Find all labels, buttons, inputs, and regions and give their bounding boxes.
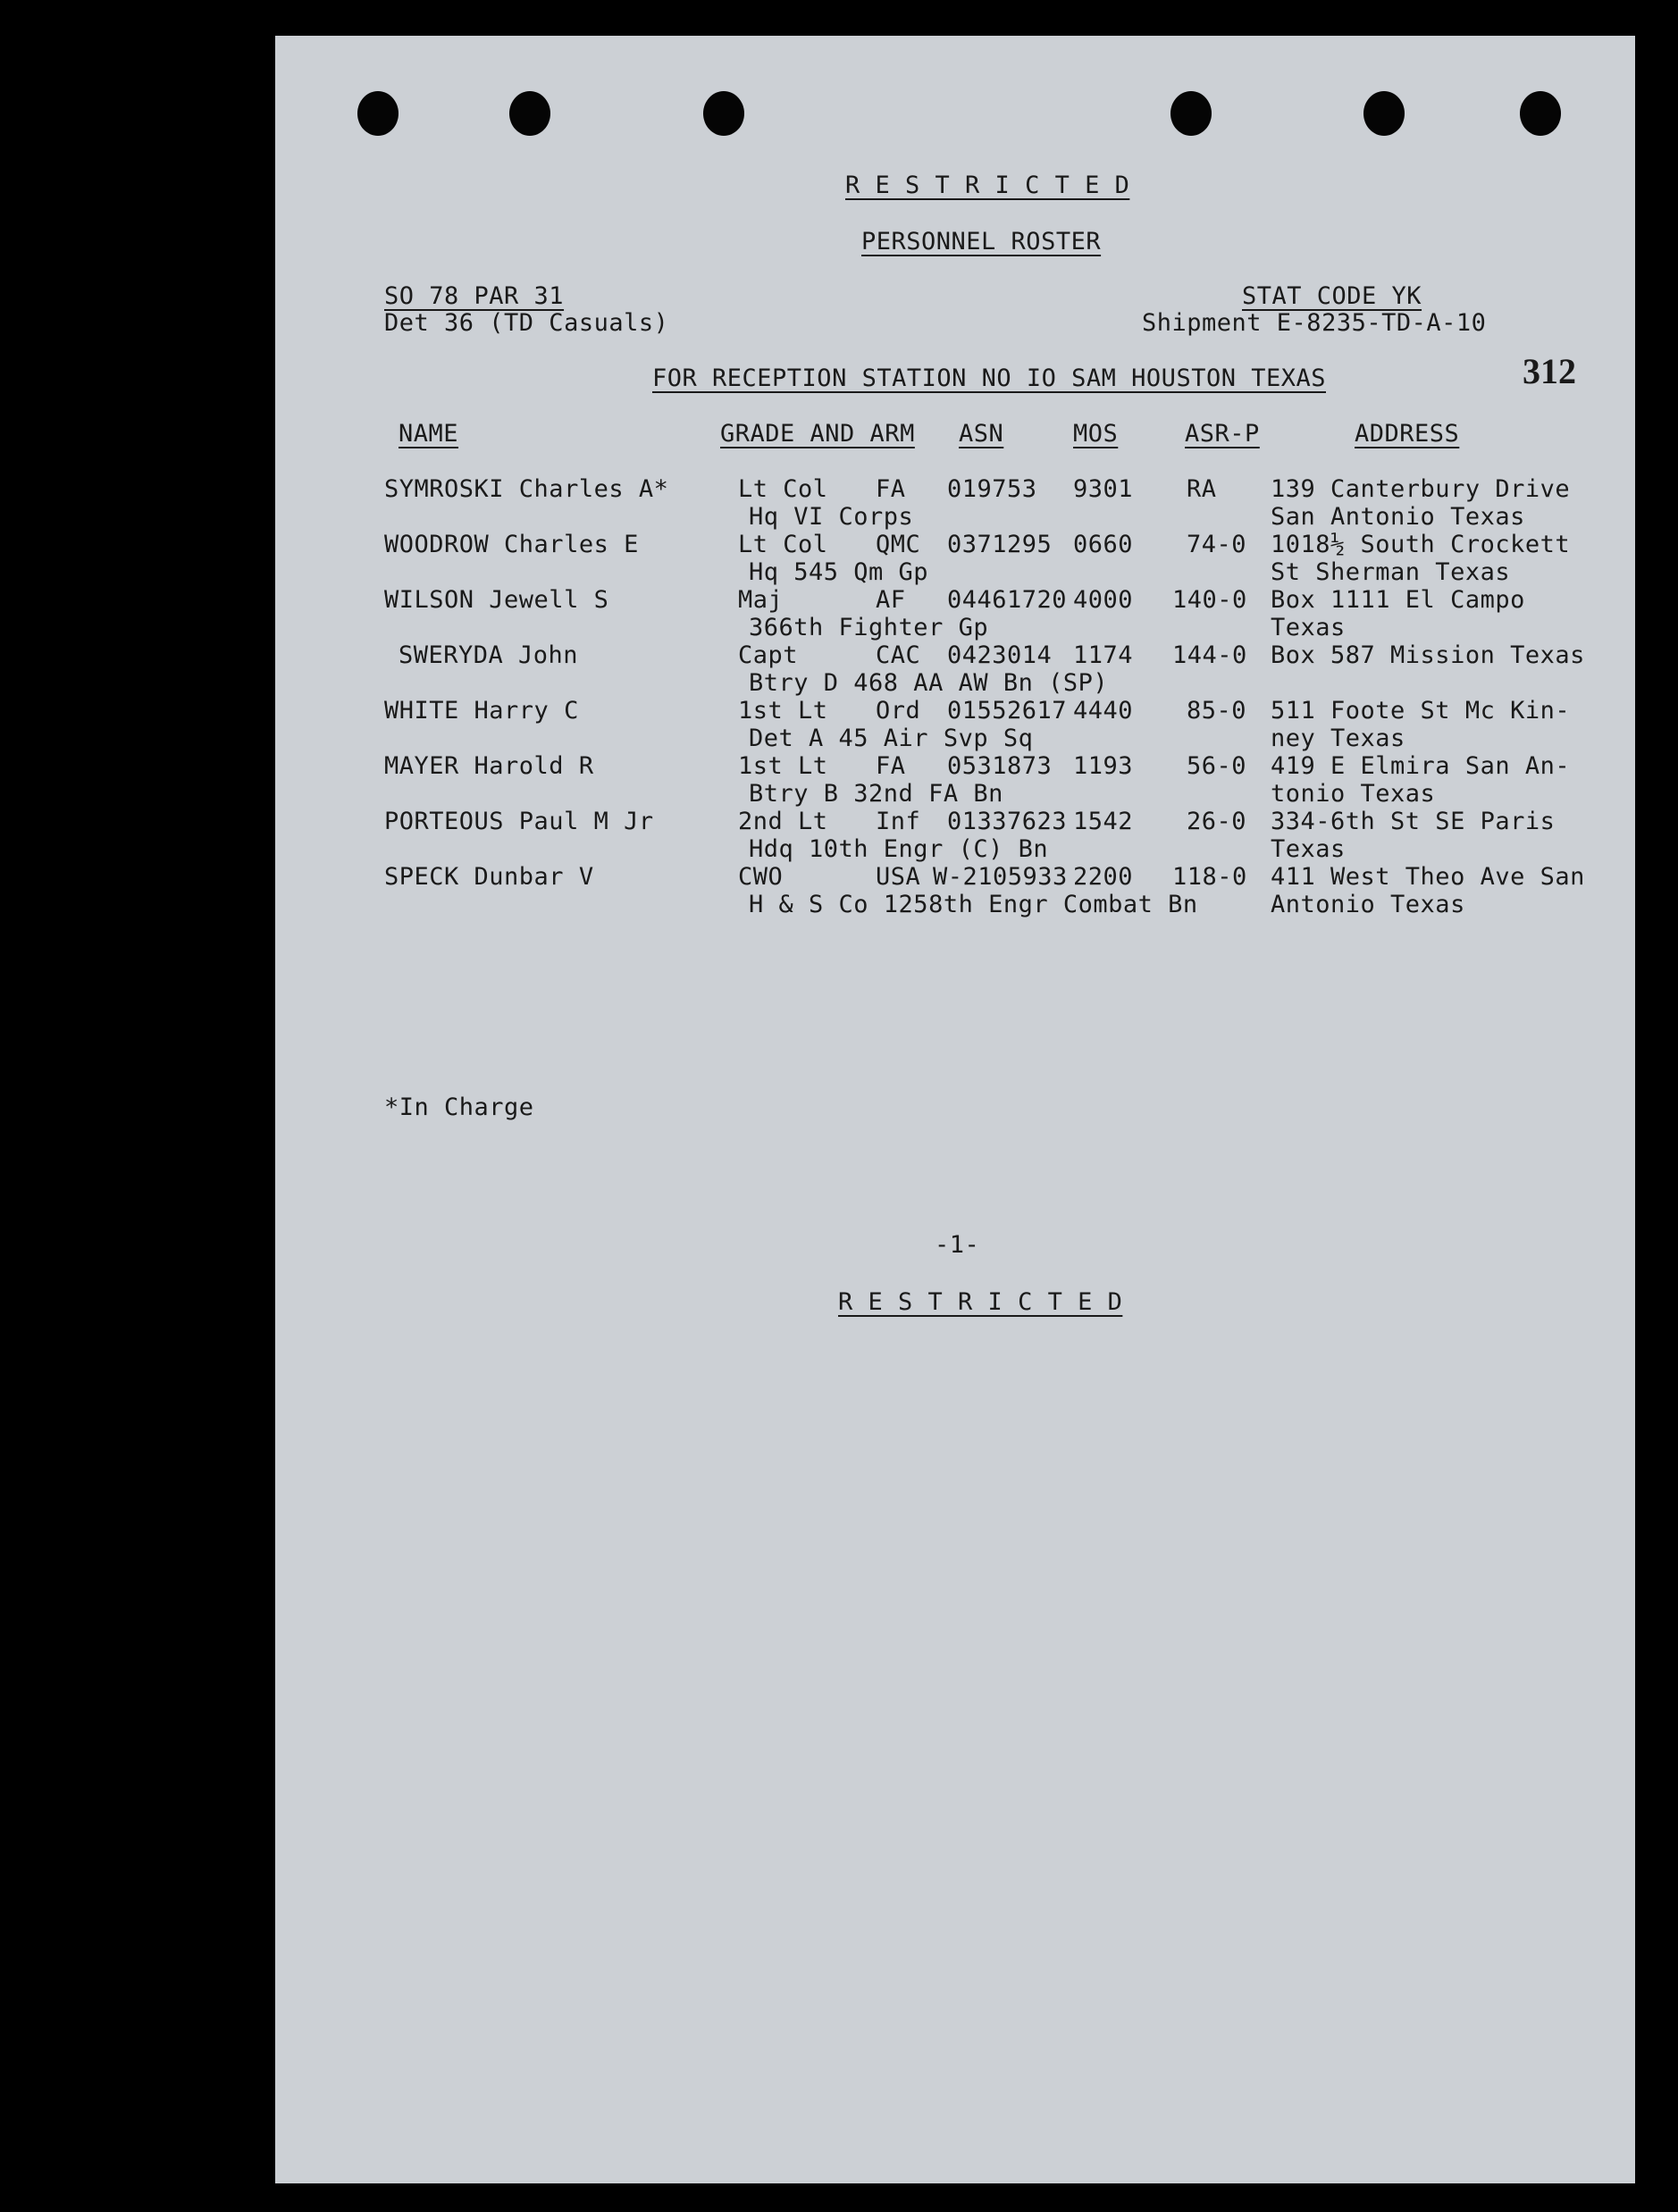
roster-arm: Ord: [876, 697, 921, 725]
roster-address-line1: 139 Canterbury Drive: [1271, 475, 1571, 503]
roster-address-line1: 511 Foote St Mc Kin-: [1271, 697, 1571, 725]
roster-address-line2: San Antonio Texas: [1271, 503, 1525, 531]
roster-grade: Lt Col: [738, 475, 828, 503]
roster-address-line1: 419 E Elmira San An-: [1271, 752, 1571, 780]
classification-footer: R E S T R I C T E D: [838, 1288, 1123, 1316]
roster-unit: Btry D 468 AA AW Bn (SP): [749, 669, 1109, 697]
roster-mos: 1193: [1073, 752, 1134, 780]
page-number: -1-: [935, 1231, 980, 1259]
roster-unit: H & S Co 1258th Engr Combat Bn: [749, 891, 1198, 918]
col-header-mos: MOS: [1073, 420, 1119, 448]
roster-mos: 1542: [1073, 808, 1134, 835]
roster-mos: 4440: [1073, 697, 1134, 725]
roster-address-line2: tonio Texas: [1271, 780, 1436, 808]
roster-arm: FA: [876, 752, 906, 780]
detachment: Det 36 (TD Casuals): [384, 309, 669, 337]
roster-grade: Capt: [738, 641, 799, 669]
roster-row: [275, 531, 1635, 586]
roster-row: [275, 808, 1635, 863]
roster-asn: W-2105933: [933, 863, 1068, 891]
punch-hole: [703, 91, 744, 136]
roster-asr: 85-0: [1187, 697, 1247, 725]
roster-address-line2: Texas: [1271, 614, 1346, 641]
roster-asn: 019753: [947, 475, 1037, 503]
destination-line: FOR RECEPTION STATION NO IO SAM HOUSTON TEXAS: [652, 364, 1326, 392]
col-header-address: ADDRESS: [1355, 420, 1460, 448]
roster-asr: 26-0: [1187, 808, 1247, 835]
roster-mos: 4000: [1073, 586, 1134, 614]
roster-unit: Hq 545 Qm Gp: [749, 558, 929, 586]
roster-name: WOODROW Charles E: [384, 531, 639, 558]
roster-name: WHITE Harry C: [384, 697, 579, 725]
shipment-number: Shipment E-8235-TD-A-10: [1142, 309, 1487, 337]
col-header-name: NAME: [399, 420, 459, 448]
roster-asn: 0423014: [947, 641, 1053, 669]
roster-unit: Hq VI Corps: [749, 503, 914, 531]
document-title: PERSONNEL ROSTER: [861, 228, 1102, 256]
col-header-asr: ASR-P: [1185, 420, 1260, 448]
document-page: [275, 36, 1635, 2183]
special-order: SO 78 PAR 31: [384, 282, 565, 310]
roster-address-line1: 1018½ South Crockett: [1271, 531, 1571, 558]
roster-address-line2: Antonio Texas: [1271, 891, 1465, 918]
roster-grade: 1st Lt: [738, 697, 828, 725]
roster-asn: 01337623: [947, 808, 1068, 835]
roster-asr: 74-0: [1187, 531, 1247, 558]
roster-address-line1: Box 1111 El Campo: [1271, 586, 1525, 614]
stat-code: STAT CODE YK: [1242, 282, 1422, 310]
classification-header: R E S T R I C T E D: [845, 172, 1130, 199]
punch-hole: [357, 91, 399, 136]
roster-row: [275, 475, 1635, 531]
roster-asr: 56-0: [1187, 752, 1247, 780]
roster-arm: FA: [876, 475, 906, 503]
roster-name: PORTEOUS Paul M Jr: [384, 808, 654, 835]
punch-hole: [509, 91, 550, 136]
roster-unit: Hdq 10th Engr (C) Bn: [749, 835, 1049, 863]
roster-arm: Inf: [876, 808, 921, 835]
roster-unit: Det A 45 Air Svp Sq: [749, 725, 1034, 752]
roster-asr: 140-0: [1172, 586, 1247, 614]
roster-unit: 366th Fighter Gp: [749, 614, 989, 641]
roster-grade: Maj: [738, 586, 784, 614]
roster-arm: QMC: [876, 531, 921, 558]
roster-mos: 1174: [1073, 641, 1134, 669]
roster-asr: 118-0: [1172, 863, 1247, 891]
roster-name: WILSON Jewell S: [384, 586, 609, 614]
punch-hole: [1170, 91, 1212, 136]
roster-asr: 144-0: [1172, 641, 1247, 669]
punch-hole: [1363, 91, 1405, 136]
roster-arm: USA: [876, 863, 921, 891]
roster-address-line2: ney Texas: [1271, 725, 1405, 752]
roster-mos: 0660: [1073, 531, 1134, 558]
footnote: *In Charge: [384, 1093, 534, 1121]
roster-address-line1: Box 587 Mission Texas: [1271, 641, 1585, 669]
roster-address-line1: 334-6th St SE Paris: [1271, 808, 1556, 835]
roster-name: MAYER Harold R: [384, 752, 594, 780]
col-header-asn: ASN: [959, 420, 1004, 448]
roster-row: [275, 641, 1635, 697]
roster-arm: AF: [876, 586, 906, 614]
roster-row: [275, 697, 1635, 752]
roster-row: [275, 586, 1635, 641]
roster-asn: 0371295: [947, 531, 1053, 558]
roster-address-line2: Texas: [1271, 835, 1346, 863]
roster-row: [275, 863, 1635, 918]
roster-grade: CWO: [738, 863, 784, 891]
roster-name: SWERYDA John: [399, 641, 579, 669]
roster-address-line2: St Sherman Texas: [1271, 558, 1511, 586]
roster-grade: 1st Lt: [738, 752, 828, 780]
roster-asn: 04461720: [947, 586, 1068, 614]
col-header-grade-arm: GRADE AND ARM: [720, 420, 915, 448]
roster-unit: Btry B 32nd FA Bn: [749, 780, 1003, 808]
roster-asn: 01552617: [947, 697, 1068, 725]
roster-grade: Lt Col: [738, 531, 828, 558]
page-stamp-number: 312: [1523, 351, 1576, 391]
roster-name: SYMROSKI Charles A*: [384, 475, 669, 503]
roster-mos: 2200: [1073, 863, 1134, 891]
roster-row: [275, 752, 1635, 808]
roster-arm: CAC: [876, 641, 921, 669]
punch-hole: [1520, 91, 1561, 136]
roster-grade: 2nd Lt: [738, 808, 828, 835]
roster-asn: 0531873: [947, 752, 1053, 780]
roster-name: SPECK Dunbar V: [384, 863, 594, 891]
roster-address-line1: 411 West Theo Ave San: [1271, 863, 1585, 891]
roster-asr: RA: [1187, 475, 1217, 503]
roster-mos: 9301: [1073, 475, 1134, 503]
